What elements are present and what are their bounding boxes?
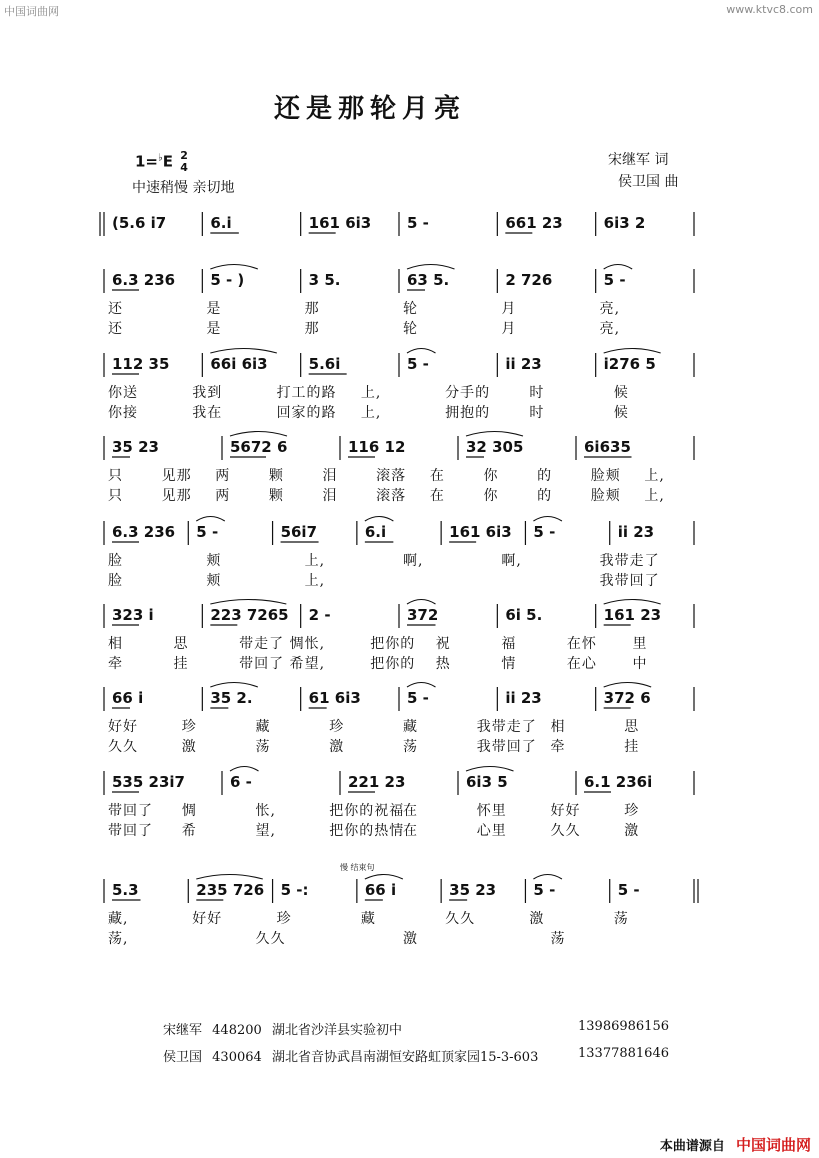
tie-arc <box>365 517 394 522</box>
lyric-text: 热 <box>435 656 451 672</box>
lyric-text: 脸颊 <box>590 488 621 504</box>
note-group: 6i 5. <box>505 606 543 624</box>
lyric-text: 候 <box>613 385 629 401</box>
lyric-text: 只 <box>108 488 123 504</box>
lyric-text: 上, <box>644 488 665 504</box>
lyric-text: 轮 <box>403 301 418 317</box>
lyric-text: 相 <box>108 636 123 652</box>
note-group: 221 23 <box>348 773 406 791</box>
lyric-text: 候 <box>613 405 629 421</box>
contact-address: 湖北省沙洋县实验初中 <box>271 1023 402 1038</box>
lyric-text: 在 <box>403 823 418 839</box>
lyric-text: 把你的 <box>370 656 416 672</box>
lyric-text: 在心 <box>566 656 597 672</box>
lyric-text: 藏 <box>403 719 418 735</box>
lyric-text: 久久 <box>550 823 581 839</box>
site-watermark-left: 中国词曲网 <box>4 5 59 18</box>
tie-arc <box>604 600 661 605</box>
note-group: 5 - <box>603 271 626 289</box>
tie-arc <box>210 683 258 688</box>
lyric-text: 荡, <box>108 931 129 947</box>
lyric-text: 月 <box>501 301 517 317</box>
lyric-text: 上, <box>304 553 326 569</box>
lyric-text: 里 <box>632 636 648 652</box>
lyric-text: 脸 <box>108 553 123 569</box>
lyric-text: 荡 <box>550 931 566 947</box>
note-group: 5672 6 <box>230 438 288 456</box>
lyric-text: 激 <box>624 823 640 839</box>
lyric-text: 我带回了 <box>599 573 660 589</box>
note-group: 5 - <box>407 689 429 707</box>
lyric-text: 那 <box>304 321 320 337</box>
lyric-text: 怅, <box>255 803 276 819</box>
lyric-text: 久久 <box>108 739 138 755</box>
tie-arc <box>407 600 436 605</box>
note-group: 3 5. <box>308 271 341 289</box>
lyric-text: 你送 <box>108 385 138 401</box>
tie-arc <box>210 265 258 270</box>
tie-arc <box>407 683 436 688</box>
lyric-text: 见那 <box>161 468 192 484</box>
lyric-text: 牵 <box>108 656 123 672</box>
lyric-text: 两 <box>215 468 231 484</box>
tie-arc <box>533 875 562 880</box>
lyric-text: 久久 <box>255 931 286 947</box>
lyric-text: 泪 <box>322 488 338 504</box>
note-group: 35 23 <box>449 881 497 899</box>
site-watermark-right: www.ktvc8.com <box>726 3 813 16</box>
lyric-text: 好好 <box>550 803 581 819</box>
lyric-text: 在 <box>403 803 418 819</box>
lyric-text: 上, <box>304 573 326 589</box>
lyric-text: 望, <box>304 656 326 672</box>
lyric-text: 啊, <box>501 553 522 569</box>
contact-name: 侯卫国 <box>163 1050 203 1065</box>
lyric-text: 颗 <box>268 468 284 484</box>
contact-address: 湖北省音协武昌南湖恒安路虹顶家园15-3-603 <box>271 1050 539 1065</box>
note-group: 235 726 <box>196 881 265 899</box>
note-group: 2 - <box>308 606 331 624</box>
lyric-text: 珍 <box>276 911 292 927</box>
note-group: 5.3 <box>112 881 139 899</box>
note-group: 112 35 <box>112 355 170 373</box>
lyric-text: 激 <box>403 931 418 947</box>
note-group: 5 - <box>407 355 429 373</box>
note-group: 35 23 <box>112 438 159 456</box>
note-group: 5 - <box>407 214 429 232</box>
lyric-text: 思 <box>624 719 640 735</box>
composer-credit: 侯卫国 曲 <box>618 174 679 190</box>
tie-arc <box>533 517 562 522</box>
tie-arc <box>365 875 403 880</box>
lyric-text: 亮, <box>599 321 621 337</box>
lyric-text: 上, <box>360 405 382 421</box>
lyric-text: 希 <box>181 823 197 839</box>
lyric-text: 珍 <box>624 803 640 819</box>
lyric-text: 你接 <box>108 405 138 421</box>
lyric-text: 藏 <box>255 719 271 735</box>
note-group: 116 12 <box>348 438 406 456</box>
source-site-link[interactable]: 中国词曲网 <box>735 1136 811 1154</box>
lyric-text: 怀里 <box>476 803 507 819</box>
lyric-text: 怅, <box>304 636 326 652</box>
note-group: 5 - ) <box>210 271 245 289</box>
tie-arc <box>230 767 259 772</box>
tie-arc <box>196 517 225 522</box>
lyric-text: 荡 <box>403 739 418 755</box>
tie-arc <box>210 349 277 354</box>
note-group: ii 23 <box>505 689 542 707</box>
lyric-text: 中 <box>632 656 648 672</box>
lyric-text: 打工的路 <box>276 385 337 401</box>
note-group: 56i7 <box>280 523 318 541</box>
lyric-text: 荡 <box>613 911 629 927</box>
lyric-text: 望, <box>255 823 276 839</box>
note-group: 6.3 236 <box>112 271 176 289</box>
lyric-text: 时 <box>529 385 545 401</box>
note-group: (5.6 i7 <box>112 214 167 232</box>
note-group: 6i3 2 <box>603 214 646 232</box>
lyric-text: 分手的 <box>445 385 491 401</box>
lyric-text: 我带走了 <box>476 719 537 735</box>
lyric-text: 把你的热情 <box>329 823 405 839</box>
note-group: 32 305 <box>466 438 524 456</box>
lyric-text: 还 <box>108 301 123 317</box>
tie-arc <box>407 349 436 354</box>
note-group: 161 23 <box>603 606 662 624</box>
lyric-text: 是 <box>206 321 222 337</box>
lyric-text: 思 <box>173 636 189 652</box>
contact-postcode: 430064 <box>212 1050 262 1065</box>
note-group: 223 7265 <box>210 606 289 624</box>
lyric-text: 情 <box>501 656 517 672</box>
tempo-direction: 慢 结束句 <box>340 863 375 872</box>
lyric-text: 拥抱的 <box>445 405 491 421</box>
lyric-text: 是 <box>206 301 222 317</box>
lyric-text: 藏, <box>108 911 129 927</box>
lyric-text: 泪 <box>322 468 338 484</box>
lyric-text: 藏 <box>360 911 376 927</box>
lyric-text: 带回了 <box>108 803 153 819</box>
note-group: 372 <box>407 606 439 624</box>
flat-sign: ♭ <box>158 152 163 164</box>
lyric-text: 滚落 <box>376 468 407 484</box>
contact-name: 宋继军 <box>163 1023 203 1038</box>
source-footer <box>660 1134 811 1155</box>
note-group: 6i635 <box>584 438 631 456</box>
lyric-text: 牵 <box>550 739 566 755</box>
song-title: 还是那轮月亮 <box>274 94 467 124</box>
note-group: 5 - <box>196 523 219 541</box>
lyric-text: 好好 <box>108 719 138 735</box>
lyric-text: 珍 <box>329 719 345 735</box>
lyric-text: 颗 <box>268 488 284 504</box>
tie-arc <box>466 432 523 437</box>
tie-arc <box>210 600 286 605</box>
lyric-text: 你 <box>483 488 499 504</box>
lyric-text: 颊 <box>206 553 222 569</box>
lyric-text: 我到 <box>192 385 223 401</box>
lyric-text: 激 <box>181 739 197 755</box>
note-group: 535 23i7 <box>112 773 185 791</box>
time-signature: 2 4 <box>180 149 188 174</box>
note-group: 161 6i3 <box>308 214 372 232</box>
key-note: E <box>162 152 173 171</box>
lyric-text: 时 <box>529 405 545 421</box>
lyric-text: 把你的 <box>370 636 416 652</box>
lyric-text: 好好 <box>192 911 223 927</box>
lyric-text: 相 <box>550 719 566 735</box>
tie-arc <box>407 265 455 270</box>
lyric-text: 带回了 <box>108 823 153 839</box>
lyric-text: 脸颊 <box>590 468 621 484</box>
lyric-text: 带回了 希 <box>239 656 305 672</box>
contact-postcode: 448200 <box>212 1023 262 1038</box>
lyric-text: 在怀 <box>566 636 597 652</box>
tie-arc <box>604 265 633 270</box>
lyric-text: 惆 <box>181 803 197 819</box>
contact-phone: 13377881646 <box>578 1046 669 1061</box>
tie-arc <box>604 349 661 354</box>
tie-arc <box>196 875 262 880</box>
tie-arc <box>466 767 514 772</box>
contact-row-composer <box>163 1046 538 1065</box>
note-group: ii 23 <box>617 523 655 541</box>
note-group: 6.1 236i <box>584 773 653 791</box>
lyric-text: 颊 <box>206 573 222 589</box>
lyricist-credit: 宋继军 词 <box>608 152 669 168</box>
lyric-text: 那 <box>304 301 320 317</box>
note-group: 5 - <box>533 881 556 899</box>
note-group: ii 23 <box>505 355 542 373</box>
lyric-text: 回家的路 <box>276 405 337 421</box>
lyric-text: 上, <box>644 468 665 484</box>
lyric-text: 上, <box>360 385 382 401</box>
lyric-text: 滚落 <box>376 488 407 504</box>
lyric-text: 亮, <box>599 301 621 317</box>
note-group: 6.i <box>210 214 232 232</box>
note-group: 5 - <box>617 881 640 899</box>
lyric-text: 两 <box>215 488 231 504</box>
note-group: 372 6 <box>603 689 651 707</box>
source-label: 本曲谱源自 <box>659 1139 725 1154</box>
lyric-text: 我在 <box>192 405 223 421</box>
lyric-text: 月 <box>501 321 517 337</box>
lyric-text: 你 <box>483 468 499 484</box>
lyric-text: 我带走了 <box>599 553 660 569</box>
tie-arc <box>604 683 652 688</box>
lyric-text: 还 <box>108 321 123 337</box>
contact-phone: 13986986156 <box>578 1019 669 1034</box>
lyric-text: 带走了 惆 <box>239 636 305 652</box>
note-group: 61 6i3 <box>308 689 361 707</box>
lyric-text: 福 <box>501 636 517 652</box>
note-group: 323 i <box>112 606 154 624</box>
note-group: 161 6i3 <box>449 523 512 541</box>
note-group: 6.i <box>364 523 387 541</box>
lyric-text: 在 <box>429 468 445 484</box>
lyric-text: 见那 <box>161 488 192 504</box>
note-group: 35 2. <box>210 689 253 707</box>
lyric-text: 心里 <box>476 823 507 839</box>
lyric-text: 啊, <box>403 553 424 569</box>
lyric-text: 脸 <box>108 573 123 589</box>
note-group: 6i3 5 <box>466 773 508 791</box>
note-group: 2 726 <box>505 271 553 289</box>
key-prefix: 1= <box>135 152 159 171</box>
note-group: 63 5. <box>407 271 450 289</box>
lyric-text: 激 <box>529 911 545 927</box>
lyric-text: 的 <box>537 468 553 484</box>
note-group: 5 -: <box>280 881 309 899</box>
note-group: 5 - <box>533 523 556 541</box>
note-group: 66 i <box>364 881 397 899</box>
lyric-text: 荡 <box>255 739 271 755</box>
note-group: 66i 6i3 <box>210 355 268 373</box>
contact-row-lyricist <box>163 1019 402 1038</box>
lyric-text: 轮 <box>403 321 418 337</box>
lyric-text: 只 <box>108 468 123 484</box>
tempo-marking: 中速稍慢 亲切地 <box>132 180 235 196</box>
note-group: 6.3 236 <box>112 523 176 541</box>
note-group: 5.6i <box>308 355 341 373</box>
lyric-text: 的 <box>537 488 553 504</box>
note-group: 66 i <box>112 689 144 707</box>
tie-arc <box>230 432 287 437</box>
lyric-text: 挂 <box>624 739 640 755</box>
lyric-text: 祝 <box>435 636 451 652</box>
note-group: 661 23 <box>505 214 563 232</box>
lyric-text: 在 <box>429 488 445 504</box>
lyric-text: 珍 <box>181 719 197 735</box>
lyric-text: 把你的祝福 <box>329 803 405 819</box>
note-group: i276 5 <box>603 355 656 373</box>
note-group: 6 - <box>230 773 252 791</box>
lyric-text: 久久 <box>445 911 476 927</box>
lyric-text: 我带回了 <box>476 739 537 755</box>
lyric-text: 激 <box>329 739 345 755</box>
lyric-text: 挂 <box>173 656 189 672</box>
